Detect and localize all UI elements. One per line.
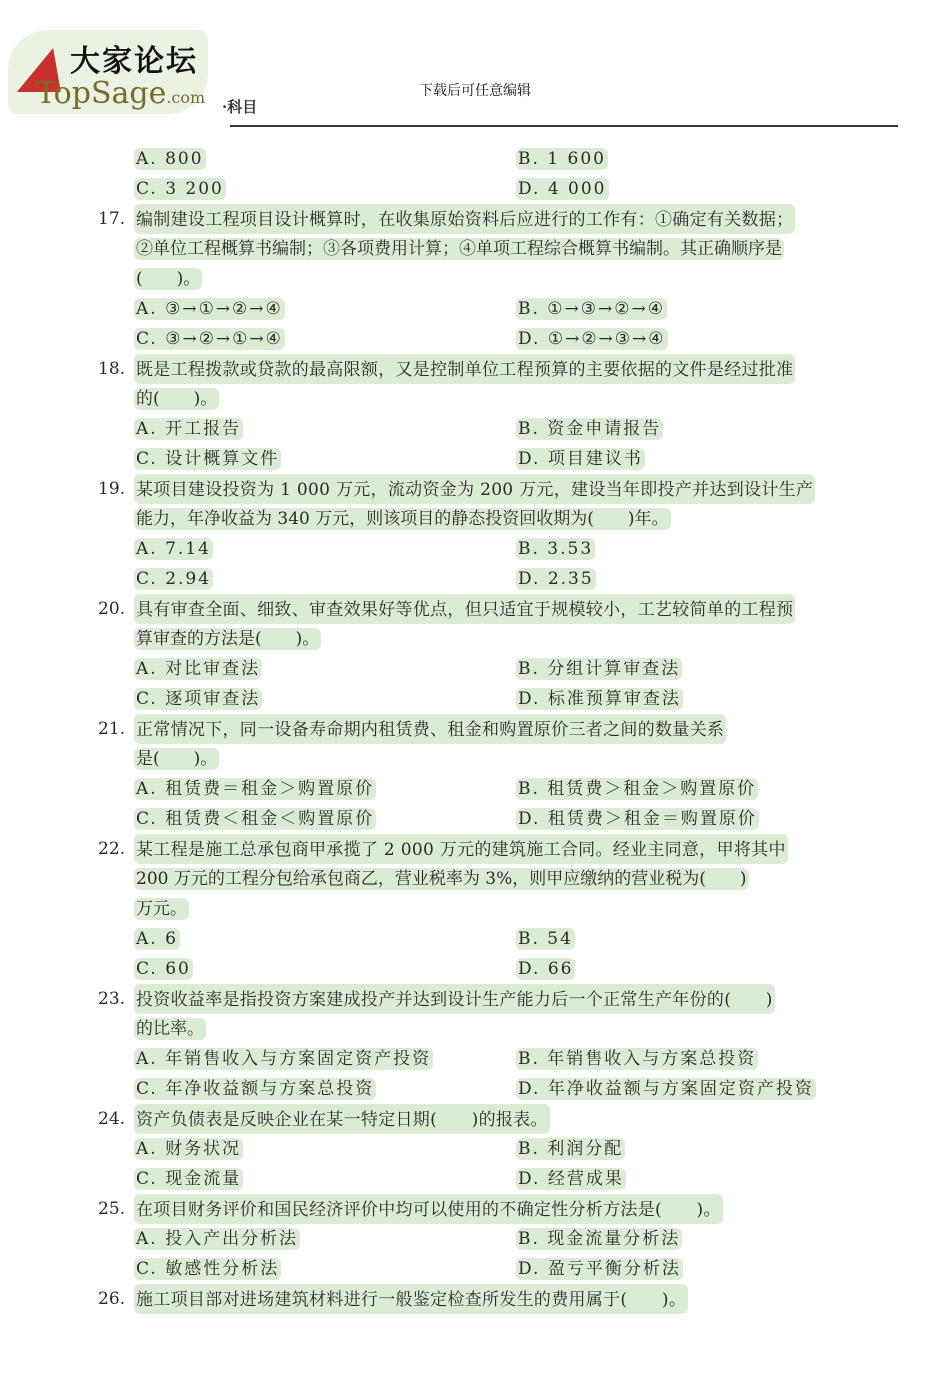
question-stem <box>98 1104 900 1134</box>
question-stem <box>98 204 900 234</box>
question-text: ②单位工程概算书编制；③各项费用计算；④单项工程综合概算书编制。其正确顺序是 <box>136 239 782 259</box>
option-cell <box>516 1074 898 1104</box>
question-stem <box>98 594 900 624</box>
question-block <box>98 834 900 984</box>
question-text: 的( )。 <box>136 389 218 409</box>
question-text: 是( )。 <box>136 749 218 769</box>
option-cell <box>516 804 898 834</box>
question-block <box>98 714 900 834</box>
answer-option: C. 现金流量 <box>136 1169 242 1189</box>
option-row <box>98 564 900 594</box>
answer-option: B. 年销售收入与方案总投资 <box>518 1049 757 1069</box>
answer-option: D. 4 000 <box>518 179 607 199</box>
option-cell <box>516 294 898 324</box>
question-text: 编制建设工程项目设计概算时，在收集原始资料后应进行的工作有：①确定有关数据； <box>134 204 795 234</box>
answer-option: B. 租赁费＞租金＞购置原价 <box>518 779 757 799</box>
answer-option: B. 3.53 <box>518 539 594 559</box>
question-number: 23. <box>98 989 126 1009</box>
option-cell <box>516 564 898 594</box>
option-cell <box>134 924 516 954</box>
question-text: 投资收益率是指投资方案建成投产并达到设计生产能力后一个正常生产年份的( ) <box>134 984 775 1014</box>
question-number: 25. <box>98 1199 126 1219</box>
option-row <box>98 954 900 984</box>
subject-label: ·科目 <box>222 98 258 116</box>
answer-option: A. 投入产出分析法 <box>136 1229 299 1249</box>
option-row <box>98 1254 900 1284</box>
option-cell <box>516 1134 898 1164</box>
option-cell <box>134 174 516 204</box>
question-stem <box>98 834 900 864</box>
question-stem-continued <box>98 264 900 294</box>
answer-option: A. 租赁费＝租金＞购置原价 <box>136 779 375 799</box>
logo-english-text: TopSage.com <box>36 76 206 111</box>
option-cell <box>516 1254 898 1284</box>
question-text: 在项目财务评价和国民经济评价中均可以使用的不确定性分析方法是( )。 <box>134 1194 723 1224</box>
answer-option: C. 年净收益额与方案总投资 <box>136 1079 375 1099</box>
option-cell <box>516 654 898 684</box>
option-row <box>98 1224 900 1254</box>
answer-option: A. 开工报告 <box>136 419 242 439</box>
question-text: 资产负债表是反映企业在某一特定日期( )的报表。 <box>134 1104 550 1134</box>
option-cell <box>134 774 516 804</box>
question-number: 22. <box>98 839 126 859</box>
answer-option: D. 66 <box>518 959 574 979</box>
answer-option: A. 年销售收入与方案固定资产投资 <box>136 1049 432 1069</box>
question-stem-continued <box>98 894 900 924</box>
question-block <box>98 1104 900 1194</box>
option-cell <box>134 1074 516 1104</box>
option-row <box>98 294 900 324</box>
option-row <box>98 1074 900 1104</box>
question-stem-continued <box>98 384 900 414</box>
answer-option: A. 对比审查法 <box>136 659 261 679</box>
option-cell <box>134 144 516 174</box>
answer-option: A. 7.14 <box>136 539 211 559</box>
answer-option: C. 2.94 <box>136 569 212 589</box>
answer-option: D. ①→②→③→④ <box>518 329 666 349</box>
question-stem <box>98 1194 900 1224</box>
option-cell <box>134 1134 516 1164</box>
question-stem <box>98 714 900 744</box>
question-number: 26. <box>98 1289 126 1309</box>
question-block <box>98 984 900 1104</box>
question-text: 能力，年净收益为 340 万元，则该项目的静态投资回收期为( )年。 <box>136 509 669 529</box>
option-cell <box>516 1164 898 1194</box>
answer-option: C. 租赁费＜租金＜购置原价 <box>136 809 375 829</box>
option-row <box>98 1044 900 1074</box>
option-cell <box>516 1224 898 1254</box>
question-number: 21. <box>98 719 126 739</box>
download-note: 下载后可任意编辑 <box>419 83 531 99</box>
question-list <box>98 144 900 1314</box>
question-stem-continued <box>98 1014 900 1044</box>
answer-option: D. 标准预算审查法 <box>518 689 681 709</box>
question-text: 200 万元的工程分包给承包商乙，营业税率为 3%，则甲应缴纳的营业税为( ) <box>136 869 747 889</box>
question-stem-continued <box>98 624 900 654</box>
answer-option: D. 年净收益额与方案固定资产投资 <box>518 1079 814 1099</box>
option-cell <box>516 774 898 804</box>
option-cell <box>516 684 898 714</box>
question-stem <box>98 354 900 384</box>
option-cell <box>134 534 516 564</box>
answer-option: C. 逐项审查法 <box>136 689 261 709</box>
option-cell <box>134 414 516 444</box>
option-row <box>98 774 900 804</box>
option-cell <box>516 1044 898 1074</box>
question-block <box>98 354 900 474</box>
option-row <box>98 444 900 474</box>
option-cell <box>516 924 898 954</box>
question-stem-continued <box>98 234 900 264</box>
answer-option: C. 3 200 <box>136 179 224 199</box>
option-row <box>98 534 900 564</box>
option-row <box>98 654 900 684</box>
question-number: 24. <box>98 1109 126 1129</box>
option-cell <box>134 654 516 684</box>
question-text: 具有审查全面、细致、审查效果好等优点，但只适宜于规模较小，工艺较简单的工程预 <box>134 594 795 624</box>
option-row <box>98 1164 900 1194</box>
answer-option: B. 现金流量分析法 <box>518 1229 681 1249</box>
question-number: 18. <box>98 359 126 379</box>
question-text: 的比率。 <box>136 1019 204 1039</box>
answer-option: C. 设计概算文件 <box>136 449 280 469</box>
answer-option: D. 盈亏平衡分析法 <box>518 1259 681 1279</box>
question-text: 某工程是施工总承包商甲承揽了 2 000 万元的建筑施工合同。经业主同意，甲将其中 <box>134 834 788 864</box>
question-text: 算审查的方法是( )。 <box>136 629 320 649</box>
question-text: 某项目建设投资为 1 000 万元，流动资金为 200 万元，建设当年即投产并达到设计生产 <box>134 474 815 504</box>
logo-chinese-text: 大家论坛 <box>70 44 198 79</box>
answer-option: C. ③→②→①→④ <box>136 329 283 349</box>
question-stem <box>98 984 900 1014</box>
option-cell <box>134 1254 516 1284</box>
option-cell <box>134 1044 516 1074</box>
answer-option: D. 2.35 <box>518 569 594 589</box>
option-cell <box>134 804 516 834</box>
question-block <box>98 1194 900 1284</box>
answer-option: A. 800 <box>136 149 204 169</box>
answer-option: A. 6 <box>136 929 178 949</box>
question-text: 万元。 <box>136 899 187 919</box>
question-number: 17. <box>98 209 126 229</box>
option-cell <box>516 954 898 984</box>
question-block <box>98 594 900 714</box>
answer-option: D. 项目建议书 <box>518 449 643 469</box>
question-stem <box>98 1284 900 1314</box>
question-block <box>98 1284 900 1314</box>
question-stem-continued <box>98 504 900 534</box>
question-stem <box>98 474 900 504</box>
option-cell <box>516 324 898 354</box>
option-cell <box>134 294 516 324</box>
question-stem-continued <box>98 864 900 894</box>
question-text: 既是工程拨款或贷款的最高限额，又是控制单位工程预算的主要依据的文件是经过批准 <box>134 354 795 384</box>
answer-option: B. 分组计算审查法 <box>518 659 681 679</box>
option-cell <box>134 324 516 354</box>
option-row <box>98 324 900 354</box>
option-cell <box>134 1224 516 1254</box>
option-row <box>98 144 900 174</box>
answer-option: D. 经营成果 <box>518 1169 624 1189</box>
answer-option: B. 1 600 <box>518 149 606 169</box>
option-cell <box>134 1164 516 1194</box>
option-cell <box>134 684 516 714</box>
option-cell <box>134 954 516 984</box>
answer-option: B. 54 <box>518 929 573 949</box>
option-cell <box>516 174 898 204</box>
option-cell <box>516 444 898 474</box>
header-rule <box>230 125 898 127</box>
answer-option: C. 60 <box>136 959 191 979</box>
answer-option: B. 利润分配 <box>518 1139 624 1159</box>
question-stem-continued <box>98 744 900 774</box>
question-number: 20. <box>98 599 126 619</box>
option-cell <box>134 564 516 594</box>
question-text: 施工项目部对进场建筑材料进行一般鉴定检查所发生的费用属于( )。 <box>134 1284 688 1314</box>
option-row <box>98 414 900 444</box>
option-row <box>98 924 900 954</box>
answer-option: A. 财务状况 <box>136 1139 242 1159</box>
option-row <box>98 684 900 714</box>
option-row <box>98 174 900 204</box>
question-block <box>98 144 900 204</box>
option-row <box>98 1134 900 1164</box>
option-cell <box>516 534 898 564</box>
option-cell <box>516 144 898 174</box>
answer-option: B. ①→③→②→④ <box>518 299 665 319</box>
option-cell <box>134 444 516 474</box>
option-cell <box>516 414 898 444</box>
option-row <box>98 804 900 834</box>
answer-option: C. 敏感性分析法 <box>136 1259 280 1279</box>
question-block <box>98 204 900 354</box>
question-number: 19. <box>98 479 126 499</box>
answer-option: A. ③→①→②→④ <box>136 299 283 319</box>
answer-option: B. 资金申请报告 <box>518 419 662 439</box>
answer-option: D. 租赁费＞租金＝购置原价 <box>518 809 757 829</box>
question-text: 正常情况下，同一设备寿命期内租赁费、租金和购置原价三者之间的数量关系 <box>134 714 726 744</box>
question-text: ( )。 <box>136 269 201 289</box>
question-block <box>98 474 900 594</box>
